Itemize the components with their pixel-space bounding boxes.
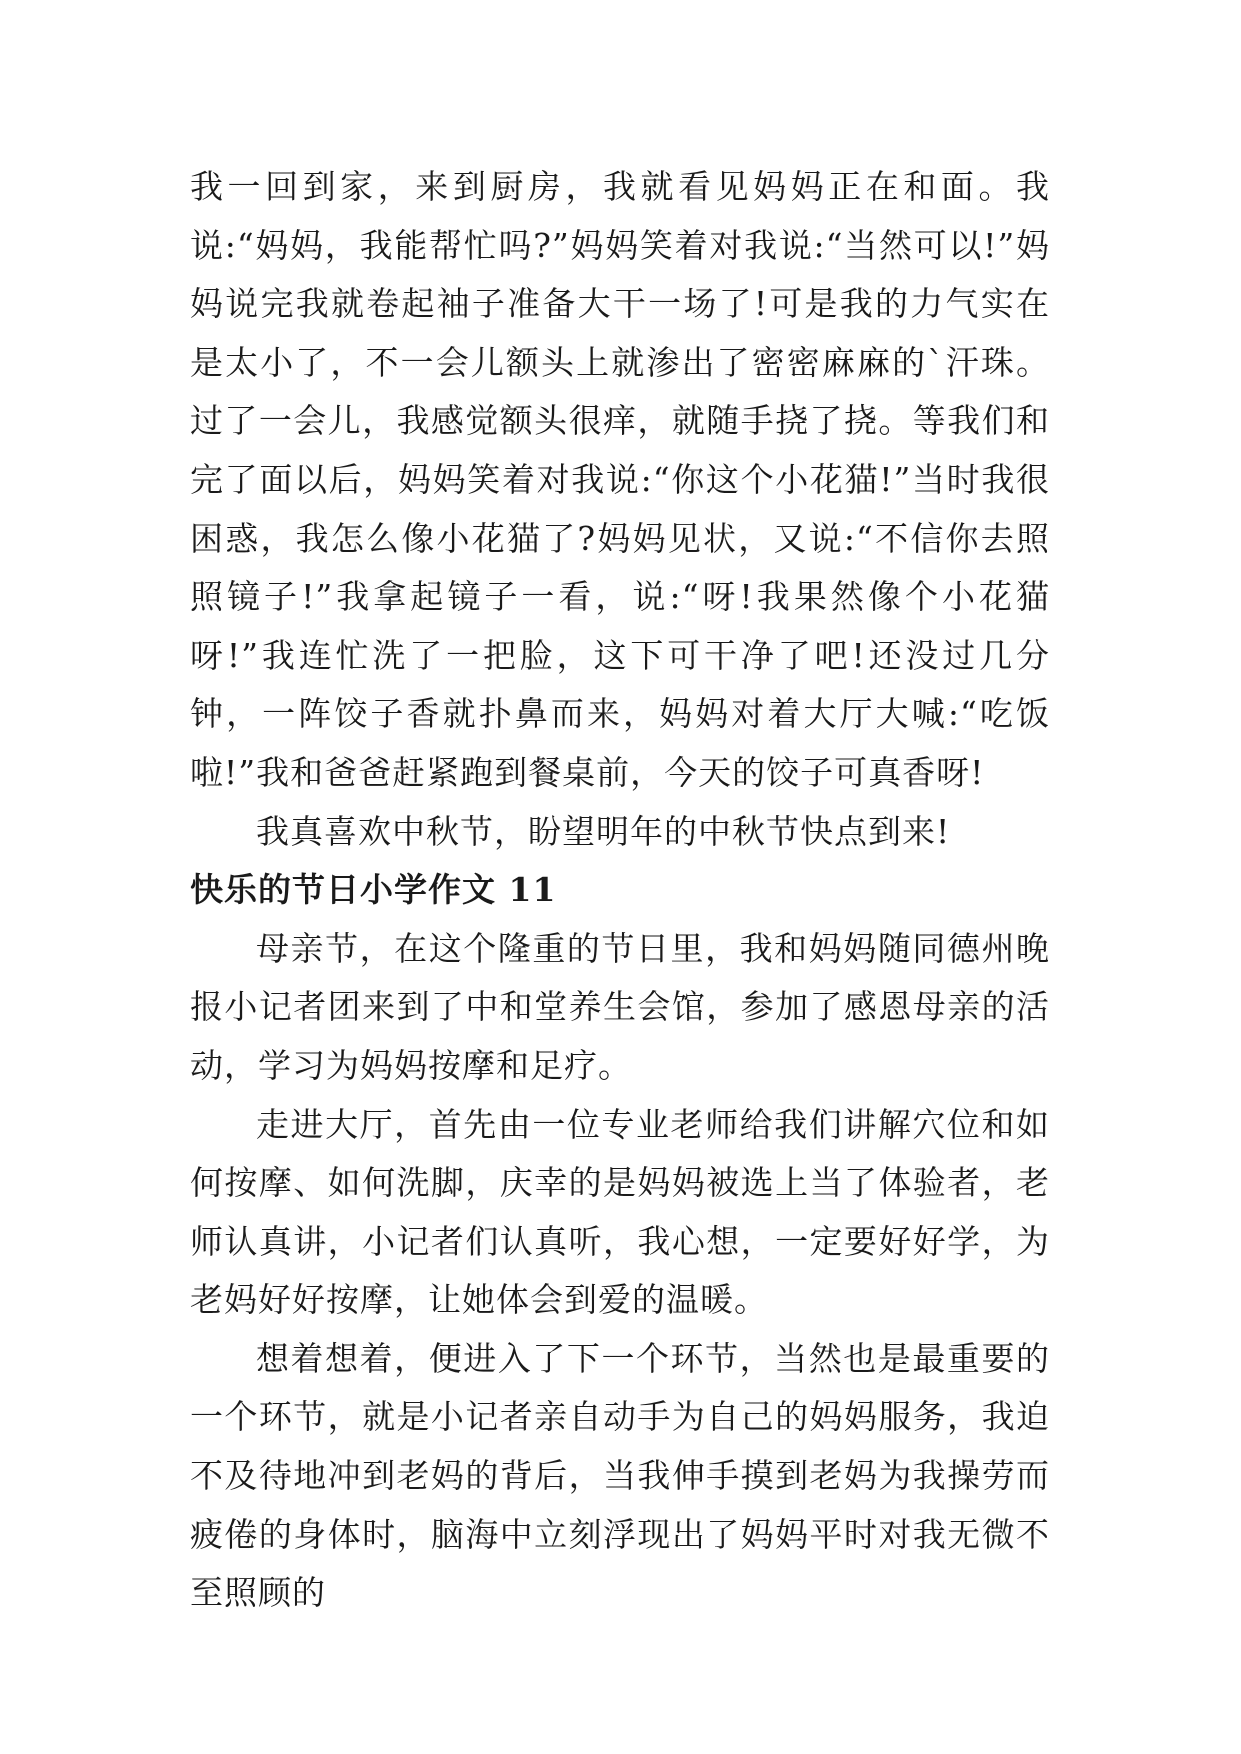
paragraph-hands-on: 想着想着，便进入了下一个环节，当然也是最重要的一个环节，就是小记者亲自动手为自己的妈妈服务，我迫不及待地冲到老妈的背后，当我伸手摸到老妈为我操劳而疲倦的身体时，脑海中立刻浮现出了妈妈平时对我无微不至照顾的 bbox=[190, 1338, 1050, 1613]
paragraph-hall-lesson: 走进大厅，首先由一位专业老师给我们讲解穴位和如何按摩、如何洗脚，庆幸的是妈妈被选上当了体验者，老师认真讲，小记者们认真听，我心想，一定要好好学，为老妈好好按摩，让她体会到爱的温暖。 bbox=[190, 1104, 1050, 1320]
paragraph-mothers-day-intro: 母亲节，在这个隆重的节日里，我和妈妈随同德州晚报小记者团来到了中和堂养生会馆，参加了感恩母亲的活动，学习为妈妈按摩和足疗。 bbox=[190, 928, 1050, 1085]
section-title: 快乐的节日小学作文 11 bbox=[190, 870, 557, 910]
document-page bbox=[190, 158, 1050, 1623]
paragraph-kitchen-story: 我一回到家，来到厨房，我就看见妈妈正在和面。我说:“妈妈，我能帮忙吗?”妈妈笑着对我说:“当然可以!”妈妈说完我就卷起袖子准备大干一场了!可是我的力气实在是太小了，不一会儿额头上就渗出了密密麻麻的`汗珠。过了一会儿，我感觉额头很痒，就随手挠了挠。等我们和完了面以后，妈妈笑着对我说:“你这个小花猫!”当时我很困惑，我怎么像小花猫了?妈妈见状，又说:“不信你去照照镜子!”我拿起镜子一看，说:“呀!我果然像个小花猫呀!”我连忙洗了一把脸，这下可干净了吧!还没过几分钟，一阵饺子香就扑鼻而来，妈妈对着大厅大喊:“吃饭啦!”我和爸爸赶紧跑到餐桌前，今天的饺子可真香呀! bbox=[190, 167, 1050, 792]
paragraph-mid-autumn-closing: 我真喜欢中秋节，盼望明年的中秋节快点到来! bbox=[256, 811, 951, 851]
